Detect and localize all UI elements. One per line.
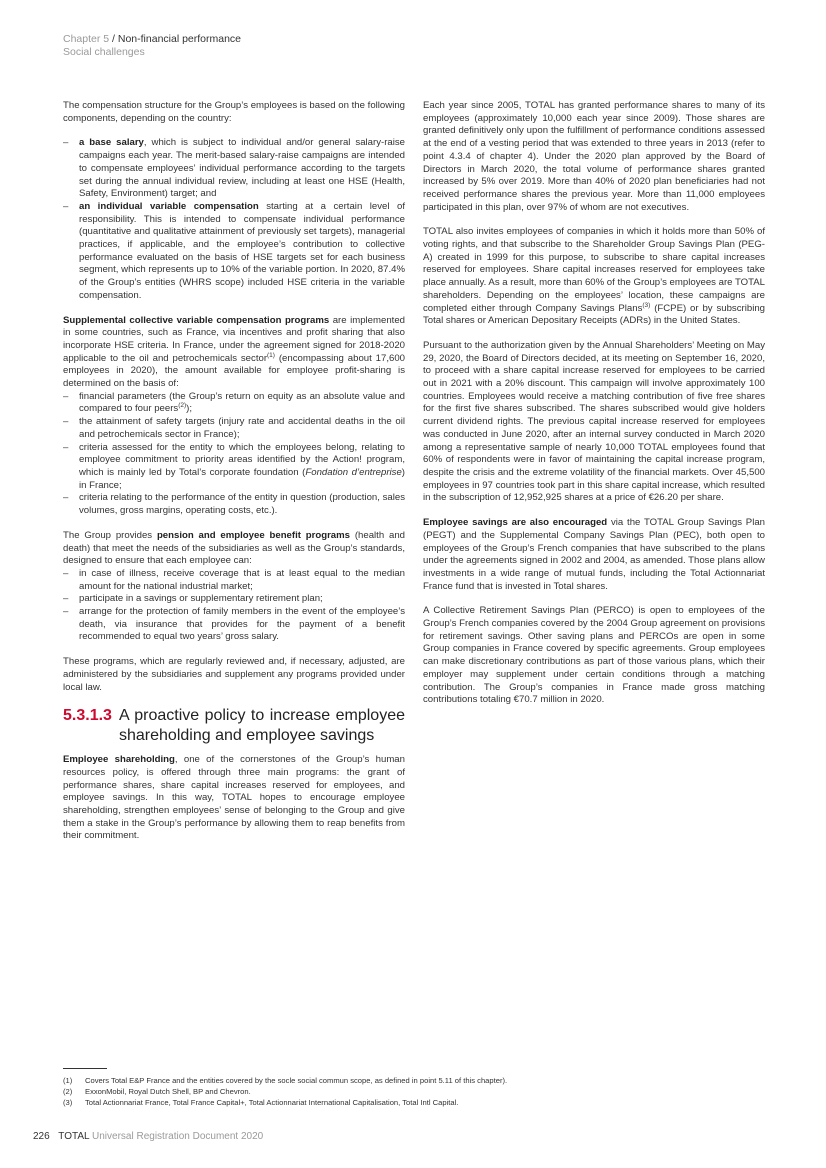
list-item bbox=[63, 391, 405, 416]
footnote-text: Total Actionnariat France, Total France Capital+, Total Actionnariat International Capitalisation, Total Intl Capital. bbox=[85, 1098, 459, 1107]
footnote-number: (1) bbox=[63, 1076, 73, 1085]
chapter-label: Chapter 5 bbox=[63, 33, 110, 45]
list-item: – criteria relating to the performance of the entity in question (production, sales volumes, gross margins, operating costs, etc.). bbox=[63, 492, 405, 517]
compensation-intro: The compensation structure for the Group’s employees is based on the following components, depending on the country: bbox=[63, 100, 405, 124]
programs-paragraph: These programs, which are regularly reviewed and, if necessary, adjusted, are administered by the subsidiaries and supplement any programs provided under local law. bbox=[63, 656, 405, 693]
footnotes bbox=[63, 1075, 763, 1108]
paragraph-text: TOTAL also invites employees of companies in which it holds more than 50% of voting rights, and that subscribe to the Shareholder Group Savings Plan (PEG-A) created in 1999 for this purpose, to subscribe to share capital increases reserved for employees. Share capital increases reserved for employees take place annually. As a result, more than 60% of the Group’s employees are TOTAL shareholders. Depending on the employees’ location, these campaigns are completed either through Company Savings Plans bbox=[423, 226, 766, 314]
pension-list bbox=[63, 568, 405, 656]
footnote-ref: (3) bbox=[642, 301, 651, 309]
list-item-text: starting at a certain level of responsibility. This is intended to compensate individual performance (quantitative and qualitative attainment of previously set targets), managerial practices, if applicable, and the employee’s contribution to collective performance evaluated on the basis of HSE targets set for each business segment, which represents up to 10% of the variable portion. In 2020, 87.4% of the Group’s entities (WHRS scope) included HSE criteria in the variable compensation. bbox=[79, 200, 405, 301]
list-item: – the attainment of safety targets (injury rate and accidental deaths in the oil and petrochemicals sector in France); bbox=[63, 416, 405, 441]
footnote bbox=[63, 1075, 763, 1086]
paragraph-text: The Group provides bbox=[63, 529, 157, 541]
employee-savings-paragraph bbox=[423, 517, 765, 593]
right-column bbox=[423, 100, 765, 719]
paragraph-text: (FCPE) or by subscribing Total shares or American Depositary Receipts (ADRs) in the United States. bbox=[423, 302, 765, 327]
footnote bbox=[63, 1097, 763, 1108]
list-item-text: , which is subject to individual and/or general salary-raise campaigns each year. The merit-based salary-raise campaigns are intended to compensate employees’ individual performance according to the targets set during the annual individual review, including at least one HSE (Health, Safety, Environment) target; and bbox=[79, 137, 405, 200]
paragraph-text: (encompassing about 17,600 employees in 2020), the amount available for employee profit-sharing is determined on the basis of: bbox=[63, 352, 405, 390]
capital-increase-paragraph bbox=[423, 226, 765, 328]
profit-sharing-criteria-list bbox=[63, 391, 405, 530]
variable-compensation-term: an individual variable compensation bbox=[79, 200, 259, 212]
foundation-name: Fondation d’entreprise bbox=[305, 466, 402, 478]
footnote-ref: (2) bbox=[178, 402, 187, 410]
pension-paragraph bbox=[63, 530, 405, 568]
footnote-divider bbox=[63, 1068, 107, 1069]
paragraph-text: , one of the cornerstones of the Group’s human resources policy, is offered through three main programs: the grant of performance shares, share capital increases reserved for employees, and employee savings. In this way, TOTAL hopes to encourage employee shareholding, strengthen employees’ sense of belonging to the Group and give them a stake in the Group’s performance by allowing them to reap benefits from their commitment. bbox=[63, 754, 405, 842]
section-title: A proactive policy to increase employee shareholding and employee savings bbox=[119, 707, 405, 745]
supplemental-paragraph bbox=[63, 315, 405, 391]
list-item: – participate in a savings or supplementary retirement plan; bbox=[63, 593, 405, 606]
footnote-ref: (1) bbox=[267, 351, 275, 359]
footnote-text: Covers Total E&P France and the entities covered by the socle social commun scope, as defined in point 5.11 of this chapter). bbox=[85, 1076, 508, 1085]
section-heading bbox=[63, 706, 405, 746]
pension-term: pension and employee benefit programs bbox=[156, 529, 351, 541]
list-item-text: financial parameters (the Group’s return on equity as an absolute value and compared to four peers bbox=[79, 390, 405, 415]
page-header bbox=[63, 33, 241, 59]
shareholding-term: Employee shareholding bbox=[63, 754, 175, 766]
list-item: – in case of illness, receive coverage that is at least equal to the median amount for the national industrial market; bbox=[63, 568, 405, 593]
chapter-line bbox=[63, 33, 241, 46]
list-item-text: criteria assessed for the entity to which the employees belong, relating to employee commitment to priority areas identified by the Action! program, which is mainly led by Total’s corporate foundation ( bbox=[79, 441, 405, 478]
paragraph-text: are implemented in some countries, such as France, via incentives and profit sharing that also incorporate HSE criteria. In France, under the agreement signed for 2018-2020 applicable to the oil and petrochemicals sector bbox=[63, 314, 405, 364]
performance-shares-paragraph: Each year since 2005, TOTAL has granted performance shares to many of its employees (approximately 10,000 each year since 2009). Those shares are granted definitively only upon the fulfillment of performance conditions assessed at the end of a vesting period that was extended to three years in 2013 (refer to point 4.3.4 of chapter 4). Under the 2020 plan approved by the Board of Directors in March 2020, the total volume of performance shares granted increased by 5% over 2019. More than 40% of 2020 plan beneficiaries had not received performance shares the previous year. More than 11,000 employees participated in this plan, over 97% of whom are not executives. bbox=[423, 100, 765, 213]
brand-name: TOTAL bbox=[58, 1131, 90, 1142]
employee-savings-term: Employee savings are also encouraged bbox=[423, 517, 608, 529]
page-footer bbox=[33, 1131, 263, 1142]
left-column bbox=[63, 100, 405, 855]
list-item: – arrange for the protection of family members in the event of the employee’s death, via insurance that provides for the payment of a benefit recommended to equal two years’ gross salary. bbox=[63, 606, 405, 644]
footnote-text: ExxonMobil, Royal Dutch Shell, BP and Chevron. bbox=[85, 1087, 251, 1096]
perco-paragraph: A Collective Retirement Savings Plan (PERCO) is open to employees of the Group’s French companies covered by the 2004 Group agreement on provisions for retirement savings. Other saving plans and PERCOs are open in some Group companies in France covered by specific agreements. Group employees can make discretionary contributions as part of those various plans, which their employer may supplement under certain conditions through a matching contribution. The Group’s companies in France made gross matching contributions totaling €70.7 million in 2020. bbox=[423, 605, 765, 706]
shareholding-paragraph bbox=[63, 754, 405, 843]
compensation-components-list bbox=[63, 137, 405, 314]
page-number: 226 bbox=[33, 1131, 50, 1142]
base-salary-term: a base salary bbox=[79, 137, 144, 149]
list-item-text: ); bbox=[186, 403, 193, 415]
section-subtitle: Social challenges bbox=[63, 46, 145, 58]
chapter-title: / Non-financial performance bbox=[112, 33, 242, 45]
list-item bbox=[63, 137, 405, 201]
footnote-number: (2) bbox=[63, 1087, 73, 1096]
footnote-number: (3) bbox=[63, 1098, 73, 1107]
footnote bbox=[63, 1086, 763, 1097]
list-item bbox=[63, 201, 405, 303]
supplemental-term: Supplemental collective variable compensation programs bbox=[63, 314, 330, 326]
authorization-paragraph: Pursuant to the authorization given by the Annual Shareholders’ Meeting on May 29, 2020, the Board of Directors decided, at its meeting on September 16, 2020, to proceed with a share capital increase reserved for employees to be carried out in 2021 with a 20% discount. This campaign will involve approximately 100 countries. Employees would receive a matching contribution of five free shares for the first five shares subscribed. The shares subscribed would give holders current dividend rights. The previous capital increase reserved for employees was conducted in June 2020, after an internal survey conducted in March 2020 among a representative sample of nearly 10,000 TOTAL employees found that 60% of respondents were in favor of maintaining the capital increase program, despite the crisis and the extreme volatility of the financial markets. Over 45,500 employees in 97 countries took part in this share capital increase, which resulted in the subscription of 12,952,925 shares at a price of €26.20 per share. bbox=[423, 339, 765, 504]
paragraph-text: via the TOTAL Group Savings Plan (PEGT) and the Supplemental Company Savings Plan (PEC), both open to employees of the Group’s French companies that have subscribed to the plans under the agreements signed in 2002 and 2004, as amended. Those plans allow investments in a wide range of mutual funds, including the Total Actionnariat France fund that is invested in Total shares. bbox=[423, 517, 766, 592]
document-title: Universal Registration Document 2020 bbox=[92, 1131, 264, 1142]
list-item bbox=[63, 442, 405, 493]
list-item-text: ) in France; bbox=[79, 466, 405, 491]
paragraph-text: (health and death) that meet the needs of the subsidiaries as well as the Group’s standards, designed to ensure that each employee can: bbox=[63, 529, 405, 567]
section-number: 5.3.1.3 bbox=[63, 707, 112, 725]
